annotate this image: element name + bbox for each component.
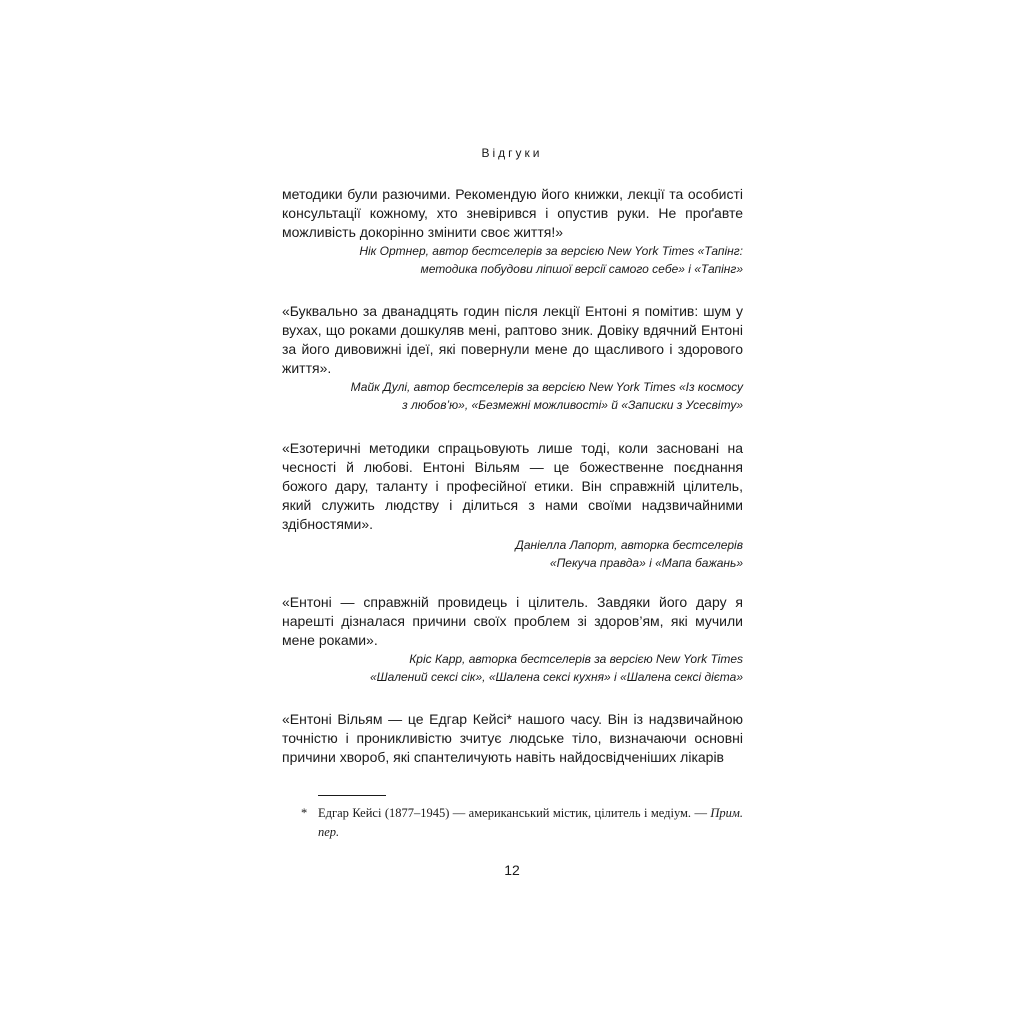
- quote-block-1: [282, 185, 743, 278]
- attribution-line: «Шалений сексі сік», «Шалена сексі кухня» і «Шалена сексі дієта»: [369, 670, 743, 684]
- attribution-line: «Пекуча правда» і «Мапа бажань»: [549, 556, 743, 570]
- attribution-line: Нік Ортнер, автор бестселерів за версією New York Times «Тапінг:: [359, 244, 743, 258]
- quote-attribution: [282, 242, 743, 278]
- quote-text: «Буквально за дванадцять годин після лекції Ентоні я помітив: шум у вухах, що роками дошкуляв мені, раптово зник. Довіку вдячний Ентоні за його дивовижні ідеї, які повернули мене до щасливого і здорового життя».: [282, 303, 743, 376]
- attribution-line: Майк Дулі, автор бестселерів за версією New York Times «Із космосу: [350, 380, 743, 394]
- attribution-line: Даніелла Лапорт, авторка бестселерів: [515, 538, 743, 552]
- running-head: Відгуки: [481, 146, 543, 160]
- attribution-line: Кріс Карр, авторка бестселерів за версією New York Times: [409, 652, 743, 666]
- footnote-text: Едгар Кейсі (1877–1945) — американський містик, цілитель і медіум. —: [318, 806, 707, 820]
- footnote-translator-note: Прим. пер.: [318, 806, 743, 839]
- page-number: 12: [504, 862, 520, 878]
- quote-block-4: [282, 593, 743, 686]
- quote-text: методики були разючими. Рекомендую його книжки, лекції та особисті консультації кожному, хто зневірився і опустив руки. Не проґавте можливість докорінно змінити своє життя!»: [282, 186, 743, 240]
- quote-block-2: [282, 302, 743, 414]
- quote-block-3: [282, 439, 743, 572]
- footnote-rule: [318, 795, 386, 796]
- attribution-line: з любов’ю», «Безмежні можливості» й «Записки з Усесвіту»: [402, 398, 743, 412]
- quote-attribution: [282, 536, 743, 572]
- quote-block-5: [282, 710, 743, 767]
- footnote: [301, 804, 743, 842]
- quote-text: «Ентоні Вільям — це Едгар Кейсі* нашого часу. Він із надзвичайною точністю і проникливістю зчитує людське тіло, визначаючи основні причини хвороб, які спантеличують навіть найдосвідченіших лікарів: [282, 711, 743, 765]
- footnote-body: [318, 804, 743, 842]
- footnote-marker: *: [301, 806, 308, 820]
- quote-attribution: [282, 378, 743, 414]
- quote-text: «Езотеричні методики спрацьовують лише тоді, коли засновані на чесності й любові. Ентоні Вільям — це божественне поєднання божого дару, таланту і професійної етики. Він справжній цілитель, який служить людству і ділиться з нами своїми надзвичайними здібностями».: [282, 440, 743, 532]
- quote-text: «Ентоні — справжній провидець і цілитель. Завдяки його дару я нарешті дізналася причини своїх проблем зі здоров’ям, які мучили мене роками».: [282, 594, 743, 648]
- quote-attribution: [282, 650, 743, 686]
- attribution-line: методика побудови ліпшої версії самого себе» і «Тапінг»: [420, 262, 743, 276]
